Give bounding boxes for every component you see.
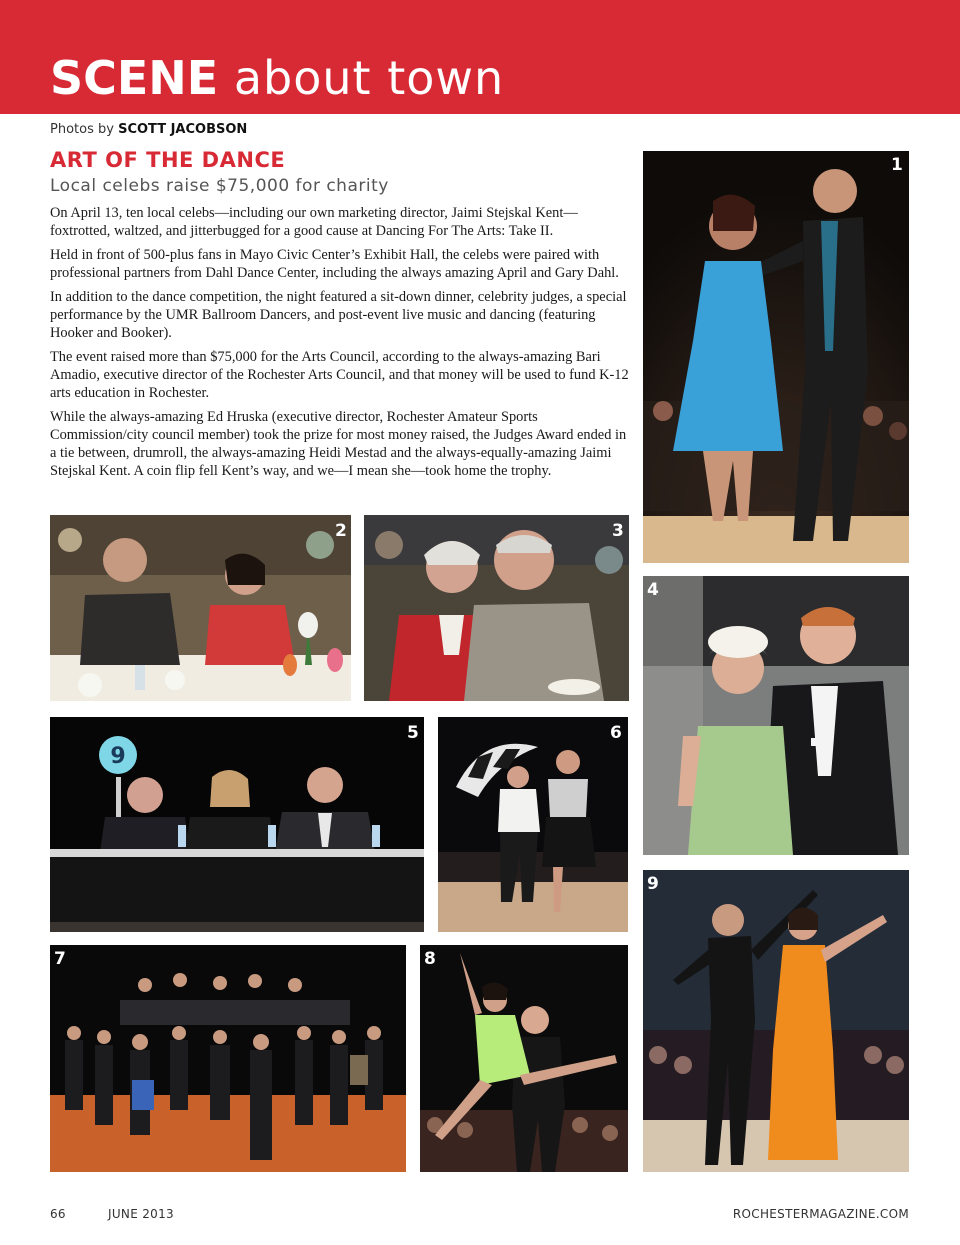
- photo-4-posing-couple: [643, 576, 909, 855]
- photo-9-illustration: [643, 870, 909, 1172]
- photo-1-dancers: [643, 151, 909, 563]
- photo-1-illustration: [643, 151, 909, 563]
- website-link[interactable]: ROCHESTERMAGAZINE.COM: [732, 1207, 909, 1221]
- photo-8-dance-lift: [420, 945, 628, 1172]
- photo-7-illustration: [50, 945, 406, 1172]
- article-paragraph: Held in front of 500-plus fans in Mayo Civic Center’s Exhibit Hall, the celebs were paired with professional partners from Dahl Dance Center, including the always amazing April and Gary Dahl.: [50, 247, 619, 281]
- article-paragraph: The event raised more than $75,000 for the Arts Council, according to the always-amazing Bari Amadio, executive director of the Rochester Arts Council, and that money will be used to fund K-12 arts education in Rochester.: [50, 349, 629, 401]
- photo-credit: [50, 122, 247, 137]
- photo-4-illustration: [643, 576, 909, 855]
- photo-7-dance-floor: [50, 945, 406, 1172]
- photo-3-older-couple: [364, 515, 629, 701]
- photo-number: 4: [647, 580, 659, 600]
- photo-2-illustration: [50, 515, 351, 701]
- section-title: [50, 50, 504, 106]
- article-body: [50, 204, 635, 486]
- photo-6-umbrella-dance: [438, 717, 628, 932]
- section-title-bold: SCENE: [50, 51, 219, 105]
- article-paragraph: On April 13, ten local celebs—including our own marketing director, Jaimi Stejskal Kent—foxtrotted, waltzed, and jitterbugged for a good cause at Dancing For The Arts: Take II.: [50, 205, 578, 239]
- photo-number: 9: [647, 874, 659, 894]
- section-title-light: about town: [233, 51, 505, 105]
- photo-credit-prefix: Photos by: [50, 122, 114, 137]
- page-number: 66: [50, 1207, 66, 1221]
- photo-5-illustration: [50, 717, 424, 932]
- photo-6-illustration: [438, 717, 628, 932]
- photo-number: 5: [407, 723, 419, 743]
- photo-number: 1: [891, 155, 903, 175]
- photo-number: 8: [424, 949, 436, 969]
- header-banner: [0, 0, 960, 114]
- photo-2-dinner-couple: [50, 515, 351, 701]
- photo-number: 6: [610, 723, 622, 743]
- photo-number: 3: [612, 521, 624, 541]
- photographer-name: SCOTT JACOBSON: [118, 122, 248, 137]
- photo-number: 2: [335, 521, 347, 541]
- article-headline: ART OF THE DANCE: [50, 148, 286, 172]
- photo-number: 7: [54, 949, 66, 969]
- photo-3-illustration: [364, 515, 629, 701]
- article-paragraph: In addition to the dance competition, the night featured a sit-down dinner, celebrity judges, a special performance by the UMR Ballroom Dancers, and post-event live music and dancing (featuring Hooker and Booker).: [50, 289, 627, 341]
- score-paddle-number: 9: [110, 744, 126, 769]
- photo-5-judges-panel: [50, 717, 424, 932]
- article-subhead: Local celebs raise $75,000 for charity: [50, 176, 389, 196]
- issue-date: JUNE 2013: [108, 1207, 174, 1221]
- article-paragraph: While the always-amazing Ed Hruska (executive director, Rochester Amateur Sports Commission/city council member) took the prize for most money raised, the Judges Award ended in a tie between, drumroll, the always-amazing Heidi Mestad and the always-equally-amazing Jaimi Stejskal Kent. A coin flip fell Kent’s way, and we—I mean she—took home the trophy.: [50, 409, 627, 479]
- photo-9-orange-dress-dancers: [643, 870, 909, 1172]
- photo-8-illustration: [420, 945, 628, 1172]
